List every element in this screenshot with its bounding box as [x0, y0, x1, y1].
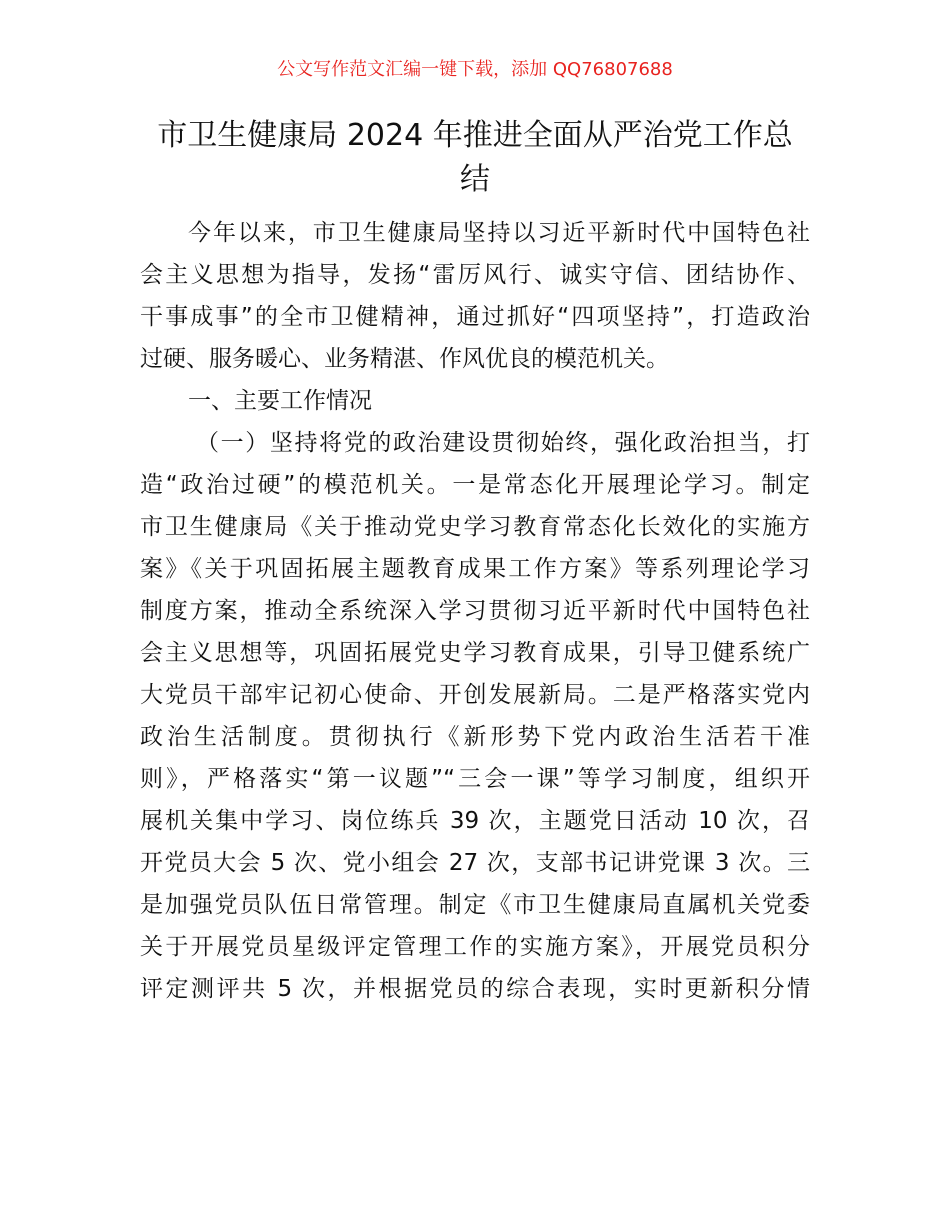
section-one-line: 制度方案，推动全系统深入学习贯彻习近平新时代中国特色社	[140, 598, 810, 624]
document-body	[140, 212, 810, 1010]
section-one-line: 市卫生健康局《关于推动党史学习教育常态化长效化的实施方	[140, 514, 810, 540]
intro-line: 过硬、服务暖心、业务精湛、作风优良的模范机关。	[140, 346, 669, 372]
title-line-1: 市卫生健康局 2024 年推进全面从严治党工作总	[157, 118, 793, 153]
intro-line: 会主义思想为指导，发扬“雷厉风行、诚实守信、团结协作、	[140, 262, 810, 288]
title-line-2: 结	[460, 162, 490, 197]
section-one-line: 大党员干部牢记初心使命、开创发展新局。二是严格落实党内	[140, 682, 810, 708]
page-title	[140, 114, 810, 202]
section-one-line: 案》《关于巩固拓展主题教育成果工作方案》等系列理论学习	[140, 556, 810, 582]
section-one-line: 会主义思想等，巩固拓展党史学习教育成果，引导卫健系统广	[140, 640, 810, 666]
section-one-line: 关于开展党员星级评定管理工作的实施方案》，开展党员积分	[140, 934, 810, 960]
section-one-line: 是加强党员队伍日常管理。制定《市卫生健康局直属机关党委	[140, 892, 810, 918]
section-one-line: 政治生活制度。贯彻执行《新形势下党内政治生活若干准	[140, 724, 810, 750]
section-one-line: 评定测评共 5 次，并根据党员的综合表现，实时更新积分情	[140, 976, 810, 1002]
section-one-line: 则》，严格落实“第一议题”“三会一课”等学习制度，组织开	[140, 766, 810, 792]
section-one-line: （一）坚持将党的政治建设贯彻始终，强化政治担当，打	[196, 430, 810, 456]
section-one-line: 造“政治过硬”的模范机关。一是常态化开展理论学习。制定	[140, 472, 810, 498]
section-one-line: 展机关集中学习、岗位练兵 39 次，主题党日活动 10 次，召	[140, 808, 810, 834]
download-banner: 公文写作范文汇编一键下载，添加 QQ76807688	[277, 59, 673, 80]
intro-line: 干事成事”的全市卫健精神，通过抓好“四项坚持”，打造政治	[140, 304, 810, 330]
section-heading: 一、主要工作情况	[188, 388, 372, 414]
intro-line: 今年以来，市卫生健康局坚持以习近平新时代中国特色社	[188, 220, 810, 246]
section-one-line: 开党员大会 5 次、党小组会 27 次，支部书记讲党课 3 次。三	[140, 850, 810, 876]
